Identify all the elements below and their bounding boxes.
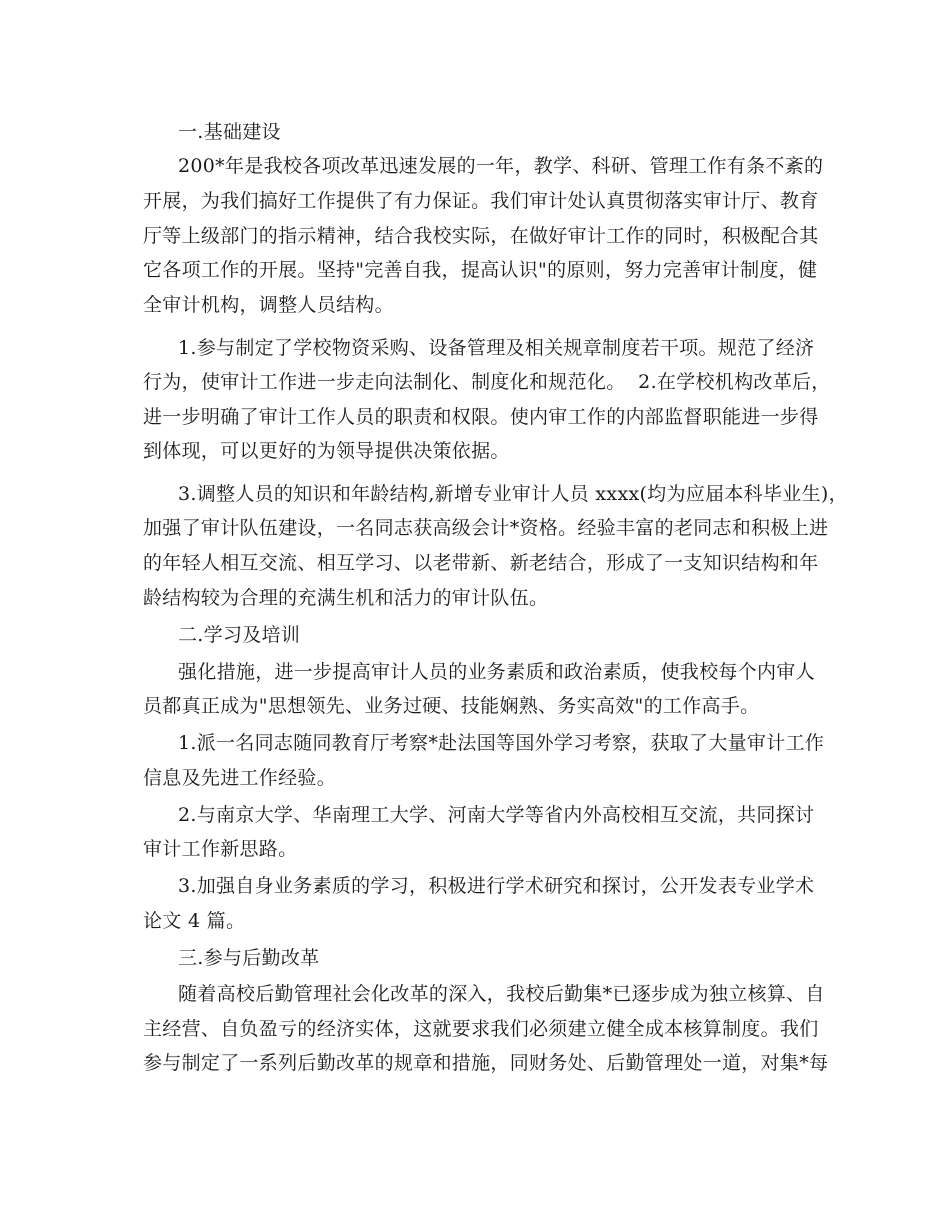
paragraph-line: 随着高校后勤管理社会化改革的深入，我校后勤集*已逐步成为独立核算、自 <box>178 983 825 1005</box>
section-heading-1: 一.基础建设 <box>178 121 281 143</box>
paragraph-line: 主经营、自负盈亏的经济实体，这就要求我们必须建立健全成本核算制度。我们 <box>143 1018 819 1040</box>
paragraph-line: 强化措施，进一步提高审计人员的业务素质和政治素质，使我校每个内审人 <box>178 661 815 683</box>
paragraph-line: 进一步明确了审计工作人员的职责和权限。使内审工作的内部监督职能进一步得 <box>143 406 819 428</box>
paragraph-line: 信息及先进工作经验。 <box>143 767 337 789</box>
paragraph-line: 参与制定了一系列后勤改革的规章和措施，同财务处、后勤管理处一道，对集*每 <box>143 1052 829 1074</box>
paragraph-line: 3.调整人员的知识和年龄结构,新增专业审计人员 xxxx(均为应届本科毕业生)， <box>178 483 848 505</box>
paragraph-line: 全审计机构，调整人员结构。 <box>143 294 394 316</box>
paragraph-line: 员都真正成为"思想领先、业务过硬、技能娴熟、务实高效"的工作高手。 <box>143 695 760 717</box>
paragraph-line: 开展，为我们搞好工作提供了有力保证。我们审计处认真贯彻落实审计厅、教育 <box>143 190 819 212</box>
paragraph-line: 论文 4 篇。 <box>143 910 246 932</box>
paragraph-line: 1.派一名同志随同教育厅考察*赴法国等国外学习考察，获取了大量审计工作 <box>178 732 825 754</box>
paragraph-line: 200*年是我校各项改革迅速发展的一年，教学、科研、管理工作有条不紊的 <box>178 155 824 177</box>
paragraph-line: 的年轻人相互交流、相互学习、以老带新、新老结合，形成了一支知识结构和年 <box>143 552 819 574</box>
section-heading-3: 三.参与后勤改革 <box>178 947 320 969</box>
paragraph-line: 行为，使审计工作进一步走向法制化、制度化和规范化。 2.在学校机构改革后， <box>143 371 831 393</box>
section-heading-2: 二.学习及培训 <box>178 624 301 646</box>
paragraph-line: 它各项工作的开展。坚持"完善自我，提高认识"的原则，努力完善审计制度，健 <box>143 259 818 281</box>
paragraph-line: 到体现，可以更好的为领导提供决策依据。 <box>143 440 510 462</box>
paragraph-line: 厅等上级部门的指示精神，结合我校实际，在做好审计工作的同时，积极配合其 <box>143 225 819 247</box>
paragraph-line: 审计工作新思路。 <box>143 838 298 860</box>
paragraph-line: 1.参与制定了学校物资采购、设备管理及相关规章制度若干项。规范了经济 <box>178 337 815 359</box>
paragraph-line: 龄结构较为合理的充满生机和活力的审计队伍。 <box>143 587 549 609</box>
paragraph-line: 加强了审计队伍建设，一名同志获高级会计*资格。经验丰富的老同志和积极上进 <box>143 517 829 539</box>
paragraph-line: 2.与南京大学、华南理工大学、河南大学等省内外高校相互交流，共同探讨 <box>178 804 815 826</box>
paragraph-line: 3.加强自身业务素质的学习，积极进行学术研究和探讨，公开发表专业学术 <box>178 875 815 897</box>
